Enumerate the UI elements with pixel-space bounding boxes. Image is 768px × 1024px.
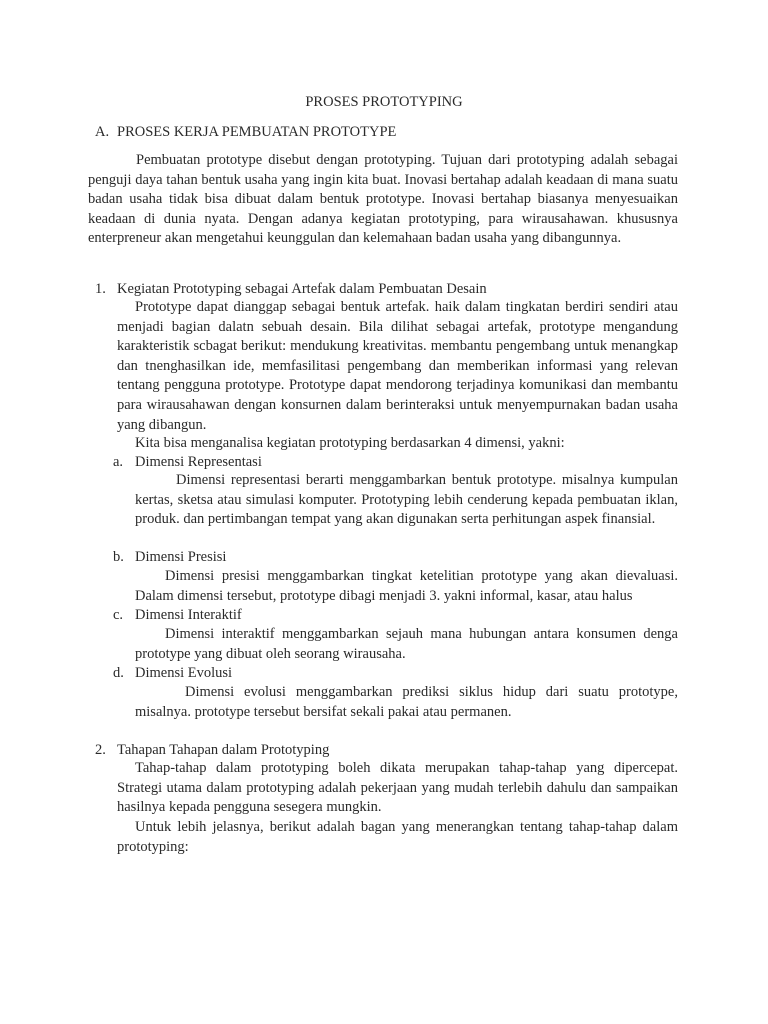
subitem-a-text: Dimensi representasi berarti menggambarkan bentuk prototype. misalnya kumpulan kertas, sketsa atau simulasi komputer. Prototyping lebih cenderung kepada pembuatan iklan, produk. dan pertimbangan tempat yang akan digunakan serta perhitungan aspek finansial. [135,472,678,528]
subitem-b-text: Dimensi presisi menggambarkan tingkat ketelitian prototype yang akan dievaluasi. Dalam dimensi tersebut, prototype dibagi menjadi 3. yakni informal, kasar, atau halus [135,568,678,604]
page-title: PROSES PROTOTYPING [305,94,463,110]
item-1-number: 1. [95,281,106,297]
subitem-a-marker: a. [113,454,124,470]
section-a-letter: A. [95,124,110,140]
subitem-b-title: Dimensi Presisi [135,549,227,565]
item-2-paragraph-1: Tahap-tahap dalam prototyping boleh dikata merupakan tahap-tahap yang dipercepat. Strategi utama dalam prototyping adalah pekerjaan yang mudah terlebih dahulu dan sampaikan hasilnya kepada pengguna sesegera mungkin. [117,760,678,816]
section-a-intro-paragraph: Pembuatan prototype disebut dengan prototyping. Tujuan dari prototyping adalah sebagai penguji daya tahan bentuk usaha yang ingin kita buat. Inovasi bertahap adalah keadaan di mana suatu badan usaha tidak bisa dibuat dalam bentuk prototype. Inovasi bertahap biasanya menyesuaikan keadaan di dunia nyata. Dengan adanya kegiatan prototyping, para wirausahawan. khususnya enterpreneur akan mengetahui keunggulan dan kelemahaan badan usaha yang dibangunnya. [88,152,678,247]
subitem-d-text: Dimensi evolusi menggambarkan prediksi siklus hidup dari suatu prototype, misalnya. prototype tersebut bersifat sekali pakai atau permanen. [135,684,678,720]
subitem-b-heading [113,548,226,567]
subitem-c-text: Dimensi interaktif menggambarkan sejauh mana hubungan antara konsumen denga prototype yang dibuat oleh seorang wirausaha. [135,626,678,662]
subitem-d-marker: d. [113,665,124,681]
item-1-title: Kegiatan Prototyping sebagai Artefak dalam Pembuatan Desain [117,281,487,297]
item-1-paragraph-1: Prototype dapat dianggap sebagai bentuk artefak. haik dalam tingkatan berdiri sendiri atau menjadi bagian dalatn sebuah desain. Bila dilihat sebagai artefak, prototype mengandung karakteristik scbagat berikut: mendukung kreativitas. membantu pengembang untuk menangkap dan tnenghasilkan ide, memfasilitasi pengembang dan memberikan informasi yang relevan tentang pengguna prototype. Prototype dapat mendorong terjadinya komunikasi dan membantu para wirausahawan dengan konsurnen dalam berinteraksi untuk menyempurnakan badan usaha yang dibangun. [117,299,678,433]
item-2-title: Tahapan Tahapan dalam Prototyping [117,742,330,758]
item-1-paragraph-2: Kita bisa menganalisa kegiatan prototyping berdasarkan 4 dimensi, yakni: [135,435,565,451]
item-1-heading [95,280,487,299]
subitem-c-marker: c. [113,607,124,623]
item-2-number: 2. [95,742,106,758]
subitem-a-title: Dimensi Representasi [135,454,262,470]
item-2-heading [95,741,329,760]
subitem-c-title: Dimensi Interaktif [135,607,242,623]
section-a-title: PROSES KERJA PEMBUATAN PROTOTYPE [117,124,397,140]
subitem-a-heading [113,453,262,472]
subitem-b-marker: b. [113,549,124,565]
subitem-c-heading [113,606,242,625]
section-a-heading [95,123,396,141]
subitem-d-title: Dimensi Evolusi [135,665,233,681]
subitem-d-heading [113,664,232,683]
item-2-paragraph-2: Untuk lebih jelasnya, berikut adalah bagan yang menerangkan tentang tahap-tahap dalam prototyping: [117,819,678,855]
